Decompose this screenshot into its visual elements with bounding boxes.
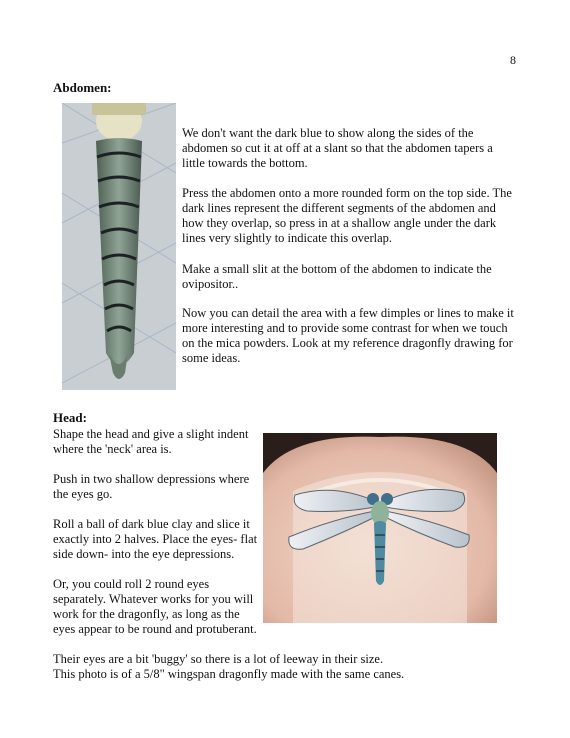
abdomen-paragraph-3: Make a small slit at the bottom of the abdomen to indicate the ovipositor.. — [182, 262, 492, 291]
head-paragraph-4: Or, you could roll 2 round eyes separately. Whatever works for you will work for the dragonfly, as long as the eyes appear to be round and protuberant. — [53, 577, 257, 636]
head-heading: Head: — [53, 410, 87, 425]
abdomen-paragraph-4: Now you can detail the area with a few dimples or lines to make it more interesting and to provide some contrast for when we touch on the mica powders. Look at my reference dragonfly drawing for some ideas. — [182, 306, 514, 365]
abdomen-photo — [62, 103, 176, 390]
page-number: 8 — [510, 53, 516, 67]
abdomen-paragraph-1: We don't want the dark blue to show along the sides of the abdomen so cut it at off at a slant so that the abdomen tapers a little towards the bottom. — [182, 126, 493, 170]
dragonfly-photo — [263, 433, 497, 623]
abdomen-paragraph-2: Press the abdomen onto a more rounded form on the top side. The dark lines represent the different segments of the abdomen and how they overlap, so press in at a shallow angle under the dark lines very slightly to indicate this overlap. — [182, 186, 512, 245]
head-closing-line-2: This photo is of a 5/8" wingspan dragonfly made with the same canes. — [53, 667, 405, 681]
head-paragraph-1: Shape the head and give a slight indent where the 'neck' area is. — [53, 427, 249, 456]
head-paragraph-3: Roll a ball of dark blue clay and slice it exactly into 2 halves. Place the eyes- flat side down- into the eye depressions. — [53, 517, 258, 561]
head-paragraph-2: Push in two shallow depressions where the eyes go. — [53, 472, 250, 501]
abdomen-heading: Abdomen: — [53, 80, 112, 95]
head-closing-line-1: Their eyes are a bit 'buggy' so there is a lot of leeway in their size. — [53, 652, 384, 666]
